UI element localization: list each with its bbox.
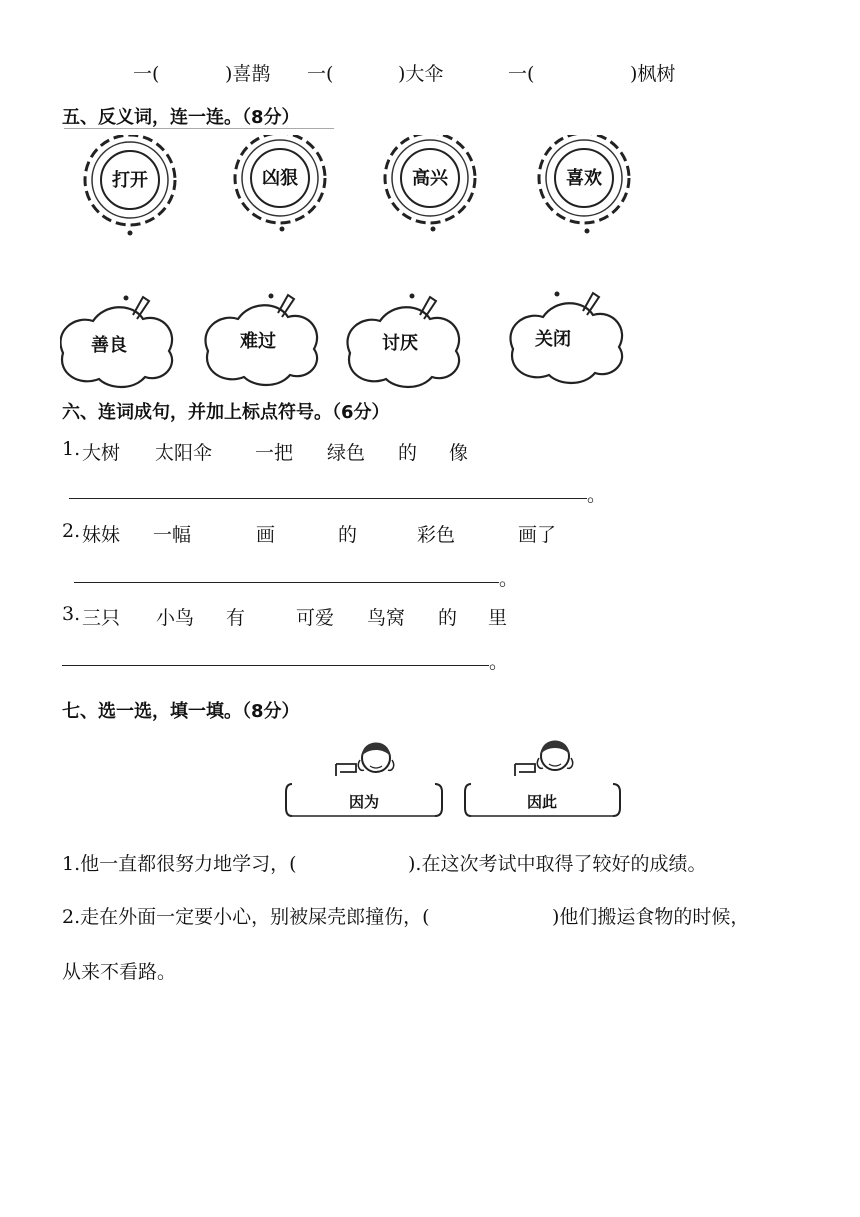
word: 一幅 (153, 524, 192, 546)
leaf-3-dot (410, 294, 415, 299)
flower-3-label: 高兴 (412, 168, 448, 189)
card-1 (286, 743, 442, 817)
item-number: 2. (62, 520, 81, 542)
word: 一把 (255, 442, 294, 464)
sentence-2-words (0, 520, 860, 546)
flower-4-dot (585, 229, 590, 234)
blank-2-close: )大伞 (398, 63, 444, 85)
word: 画了 (518, 524, 557, 546)
word: 可爱 (296, 607, 335, 629)
question-1-end: ).在这次考试中取得了较好的成绩。 (408, 853, 707, 875)
fill-question-2 (0, 902, 860, 928)
child-figure-icon (358, 743, 393, 773)
blank-1-close: )喜鹊 (225, 63, 271, 85)
word: 画 (256, 524, 276, 546)
flower-2 (235, 135, 325, 223)
leaf-4-label: 关闭 (535, 329, 571, 350)
sentence-1-words (0, 438, 860, 464)
answer-line-2[interactable] (74, 582, 499, 583)
card-2-label: 因此 (526, 793, 558, 811)
question-1-start: 1.他一直都很努力地学习，( (62, 853, 297, 875)
word: 妹妹 (82, 524, 121, 546)
leaf-4-dot (555, 292, 560, 297)
leaf-1 (60, 297, 172, 387)
flower-2-label: 凶狠 (262, 168, 298, 189)
card-2 (465, 741, 620, 817)
word-cards-figure (280, 734, 640, 824)
word: 小鸟 (156, 607, 195, 629)
answer-line-3-period: 。 (489, 651, 509, 673)
answer-line-2-period: 。 (499, 568, 519, 590)
word: 大树 (82, 442, 121, 464)
blank-1-open: 一( (133, 63, 160, 85)
blank-2-open: 一( (307, 63, 334, 85)
leaf-3 (347, 297, 459, 387)
item-number: 1. (62, 438, 81, 460)
title-underline (64, 128, 334, 129)
leaf-4 (510, 293, 622, 383)
leaf-2 (205, 295, 317, 385)
item-number: 3. (62, 603, 81, 625)
answer-line-1[interactable] (69, 498, 587, 499)
leaf-2-label: 难过 (240, 331, 276, 352)
antonym-matching-figure (60, 135, 680, 395)
flower-4 (539, 135, 629, 223)
flower-4-label: 喜欢 (566, 168, 602, 189)
flag-icon (336, 764, 356, 776)
leaf-1-label: 善良 (91, 335, 127, 356)
flower-1-label: 打开 (112, 170, 148, 191)
blank-3-close: )枫树 (630, 63, 676, 85)
child-figure-icon (537, 741, 572, 771)
card-1-label: 因为 (348, 793, 380, 811)
answer-line-3[interactable] (62, 665, 489, 666)
word: 鸟窝 (367, 607, 406, 629)
word: 像 (449, 442, 469, 464)
flower-1-dot (128, 231, 133, 236)
flag-icon (515, 764, 535, 776)
section-6-title: 六、连词成句，并加上标点符号。（6分） (62, 402, 390, 423)
leaf-2-dot (269, 294, 274, 299)
flower-1 (85, 135, 175, 225)
flower-2-dot (280, 227, 285, 232)
fill-question-1 (0, 849, 860, 875)
section-5-title: 五、反义词，连一连。（8分） (62, 107, 300, 128)
sentence-3-words (0, 603, 860, 629)
blank-3-open: 一( (508, 63, 535, 85)
section-7-title: 七、选一选，填一填。（8分） (62, 701, 300, 722)
question-2-continuation: 从来不看路。 (62, 961, 177, 983)
leaf-1-dot (124, 296, 129, 301)
flower-3 (385, 135, 475, 223)
word: 三只 (82, 607, 121, 629)
word: 太阳伞 (155, 442, 213, 464)
leaf-3-label: 讨厌 (382, 333, 418, 354)
question-2-end: )他们搬运食物的时候， (552, 906, 750, 928)
flower-3-dot (431, 227, 436, 232)
word: 的 (438, 607, 458, 629)
question-2-start: 2.走在外面一定要小心，别被屎壳郎撞伤，( (62, 906, 430, 928)
answer-line-1-period: 。 (587, 484, 607, 506)
word: 的 (338, 524, 358, 546)
word: 绿色 (327, 442, 366, 464)
word: 有 (226, 607, 246, 629)
word: 里 (488, 607, 508, 629)
word: 的 (398, 442, 418, 464)
measure-word-row (0, 59, 860, 85)
word: 彩色 (417, 524, 456, 546)
